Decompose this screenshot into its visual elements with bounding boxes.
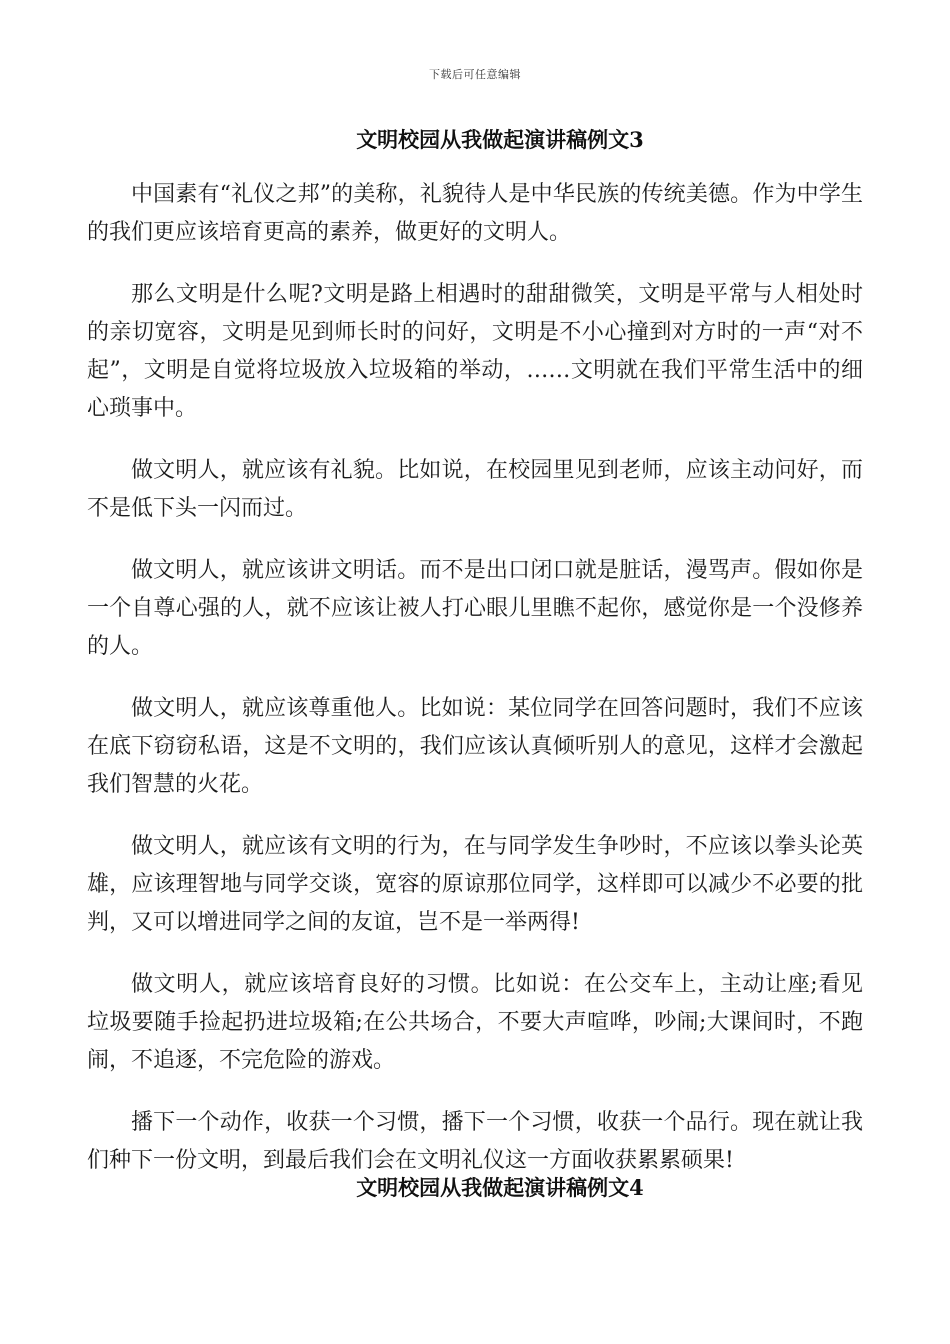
paragraph-6: 做文明人，就应该有文明的行为，在与同学发生争吵时，不应该以拳头论英雄，应该理智地与同学交谈，宽容的原谅那位同学，这样即可以减少不必要的批判，又可以增进同学之间的友谊，岂不是一举两得! xyxy=(87,834,863,935)
section-3-body xyxy=(87,176,863,1204)
paragraph-8: 播下一个动作，收获一个习惯，播下一个习惯，收获一个品行。现在就让我们种下一份文明，到最后我们会在文明礼仪这一方面收获累累硕果! xyxy=(87,1110,863,1173)
paragraph-2: 那么文明是什么呢?文明是路上相遇时的甜甜微笑，文明是平常与人相处时的亲切宽容，文明是见到师长时的问好，文明是不小心撞到对方时的一声“对不起”，文明是自觉将垃圾放入垃圾箱的举动，……文明就在我们平常生活中的细心琐事中。 xyxy=(87,282,863,421)
section-3-title: 文明校园从我做起演讲稿例文3 xyxy=(356,127,644,152)
paragraph-7: 做文明人，就应该培育良好的习惯。比如说：在公交车上，主动让座;看见垃圾要随手捡起扔进垃圾箱;在公共场合，不要大声喧哗，吵闹;大课间时，不跑闹，不追逐，不完危险的游戏。 xyxy=(87,972,863,1073)
paragraph-4: 做文明人，就应该讲文明话。而不是出口闭口就是脏话，漫骂声。假如你是一个自尊心强的人，就不应该让被人打心眼儿里瞧不起你，感觉你是一个没修养的人。 xyxy=(87,558,863,659)
paragraph-3: 做文明人，就应该有礼貌。比如说，在校园里见到老师，应该主动问好，而不是低下头一闪而过。 xyxy=(87,458,863,521)
paragraph-5: 做文明人，就应该尊重他人。比如说：某位同学在回答问题时，我们不应该在底下窃窃私语，这是不文明的，我们应该认真倾听别人的意见，这样才会激起我们智慧的火花。 xyxy=(87,696,863,797)
section-4-title: 文明校园从我做起演讲稿例文4 xyxy=(356,1175,644,1200)
header-note: 下载后可任意编辑 xyxy=(429,68,521,81)
paragraph-1: 中国素有“礼仪之邦”的美称，礼貌待人是中华民族的传统美德。作为中学生的我们更应该培育更高的素养，做更好的文明人。 xyxy=(87,182,863,245)
